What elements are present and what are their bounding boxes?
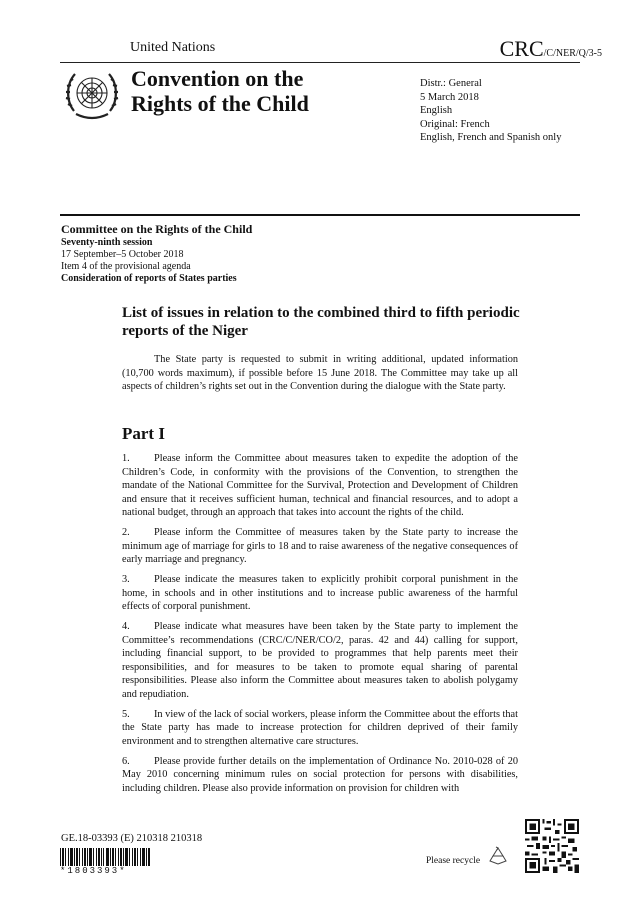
document-symbol	[500, 36, 602, 62]
section-rule	[60, 214, 580, 216]
qr-code-icon	[525, 819, 579, 873]
document-title: List of issues in relation to the combined third to fifth periodic reports of the Niger	[122, 305, 520, 339]
barcode-number: *1803393*	[60, 866, 127, 876]
convention-title-line-2: Rights of the Child	[131, 91, 309, 116]
convention-title-line-1: Convention on the	[131, 66, 304, 91]
paragraph-2: 2. Please inform the Committee of measures taken by the State party to increase the minimum age of marriage for girls to 18 and to raise awareness of the negative consequences of early marriage and pregnancy.	[122, 527, 518, 566]
distr-line: Distr.: General	[420, 78, 482, 89]
paragraph-5: 5. In view of the lack of social workers, please inform the Committee about the efforts that the State party has made to increase protection for children deprived of their family environment and to strengthen alternative care structures.	[122, 708, 518, 747]
top-rule	[60, 62, 580, 63]
distr-line: 5 March 2018	[420, 91, 479, 103]
agenda-item: Item 4 of the provisional agenda	[61, 261, 191, 272]
convention-title	[131, 66, 309, 116]
committee-title: Committee on the Rights of the Child	[61, 222, 253, 236]
recycle-label: Please recycle	[426, 856, 481, 866]
barcode-icon	[60, 848, 150, 866]
intro-paragraph: The State party is requested to submit in writing additional, updated information (10,700 words maximum), if possible before 15 June 2018. The Committee may take up all aspects of children’s rights set out in the Convention during the dialogue with the State party.	[122, 354, 518, 392]
session-name: Seventy-ninth session	[61, 237, 153, 248]
paragraph-1: 1. Please inform the Committee about measures taken to expedite the adoption of the Children’s Code, in conformity with the provisions of the Convention, to strengthen the mandate of the National Committee for the Survival, Protection and Development of Children and ensure that it receives sufficient human, technical and financial resources, and to adopt a national budget, through an approach that takes into account the rights of the child.	[122, 453, 518, 518]
recycle-icon	[487, 845, 509, 867]
paragraph-list	[122, 452, 518, 802]
org-name: United Nations	[130, 40, 216, 55]
un-emblem-icon	[62, 66, 122, 124]
distr-line: Original: French	[420, 118, 490, 130]
footer-job-code: GE.18-03393 (E) 210318 210318	[61, 833, 203, 844]
paragraph-3: 3. Please indicate the measures taken to explicitly prohibit corporal punishment in the home, in schools and in other institutions and to increase public awareness of the harmful effects of corporal punishment.	[122, 574, 518, 613]
agenda-consideration: Consideration of reports of States parties	[61, 273, 237, 284]
part-heading: Part I	[122, 424, 165, 443]
paragraph-6: 6. Please provide further details on the implementation of Ordinance No. 2010-028 of 20 May 2010 concerning minimum rules on social protection for persons with disabilities, including children. Please also provide information on provision for children with	[122, 755, 518, 794]
paragraph-4: 4. Please indicate what measures have been taken by the State party to implement the Committee’s recommendations (CRC/C/NER/CO/2, paras. 42 and 44) calling for support, including financial support, to be provided to programmes that help parents meet their responsibilities, and for measures to be taken to promote equal sharing of parental responsibilities. Please also inform the Committee about measures taken to abolish polygamy and repudiation.	[122, 621, 518, 700]
symbol-main: CRC	[499, 36, 544, 61]
session-dates: 17 September–5 October 2018	[61, 249, 184, 260]
distr-line: English	[420, 105, 453, 116]
symbol-rest: /C/NER/Q/3-5	[543, 48, 602, 59]
committee-block	[61, 222, 252, 285]
distr-line: English, French and Spanish only	[420, 132, 562, 143]
distribution-block	[420, 77, 561, 145]
